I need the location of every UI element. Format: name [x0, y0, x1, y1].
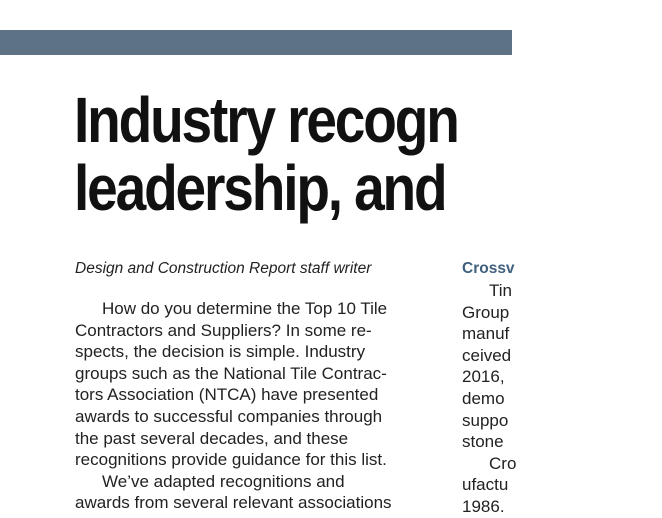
body-line: the past several decades, and these: [75, 428, 349, 448]
body-line: awards to successful companies through: [75, 406, 383, 426]
body-line: 1986.: [462, 496, 505, 516]
headline-line-2: leadership, and: [74, 152, 446, 224]
body-line: manuf: [462, 324, 510, 344]
section-heading: Crossv: [462, 260, 515, 277]
byline: Design and Construction Report staff writer: [75, 260, 372, 277]
body-line: suppo: [462, 410, 509, 430]
body-line: How do you determine the Top 10 Tile: [102, 299, 388, 318]
article-headline: [74, 86, 458, 222]
right-column-text: [462, 280, 662, 518]
body-line: stone: [462, 432, 504, 452]
body-line: awards from several relevant associations: [75, 493, 392, 513]
body-line: spects, the decision is simple. Industry: [75, 342, 366, 362]
body-line: demo: [462, 388, 505, 408]
body-line: Contractors and Suppliers? In some re-: [75, 320, 372, 340]
body-line: ufactu: [462, 475, 509, 495]
body-line: Group: [462, 302, 510, 322]
right-column: [462, 258, 662, 518]
left-column: [75, 258, 435, 514]
header-color-band: [0, 30, 512, 55]
left-column-text: [75, 298, 435, 514]
headline-line-1: Industry recogn: [74, 84, 458, 156]
body-line: We’ve adapted recognitions and: [102, 471, 345, 491]
body-line: Cro: [489, 453, 517, 473]
body-line: Tin: [489, 281, 512, 300]
body-line: recognitions provide guidance for this list.: [75, 450, 387, 470]
body-line: ceived: [462, 345, 512, 365]
body-line: 2016,: [462, 367, 505, 387]
body-line: groups such as the National Tile Contrac-: [75, 363, 387, 383]
body-line: tors Association (NTCA) have presented: [75, 385, 379, 405]
